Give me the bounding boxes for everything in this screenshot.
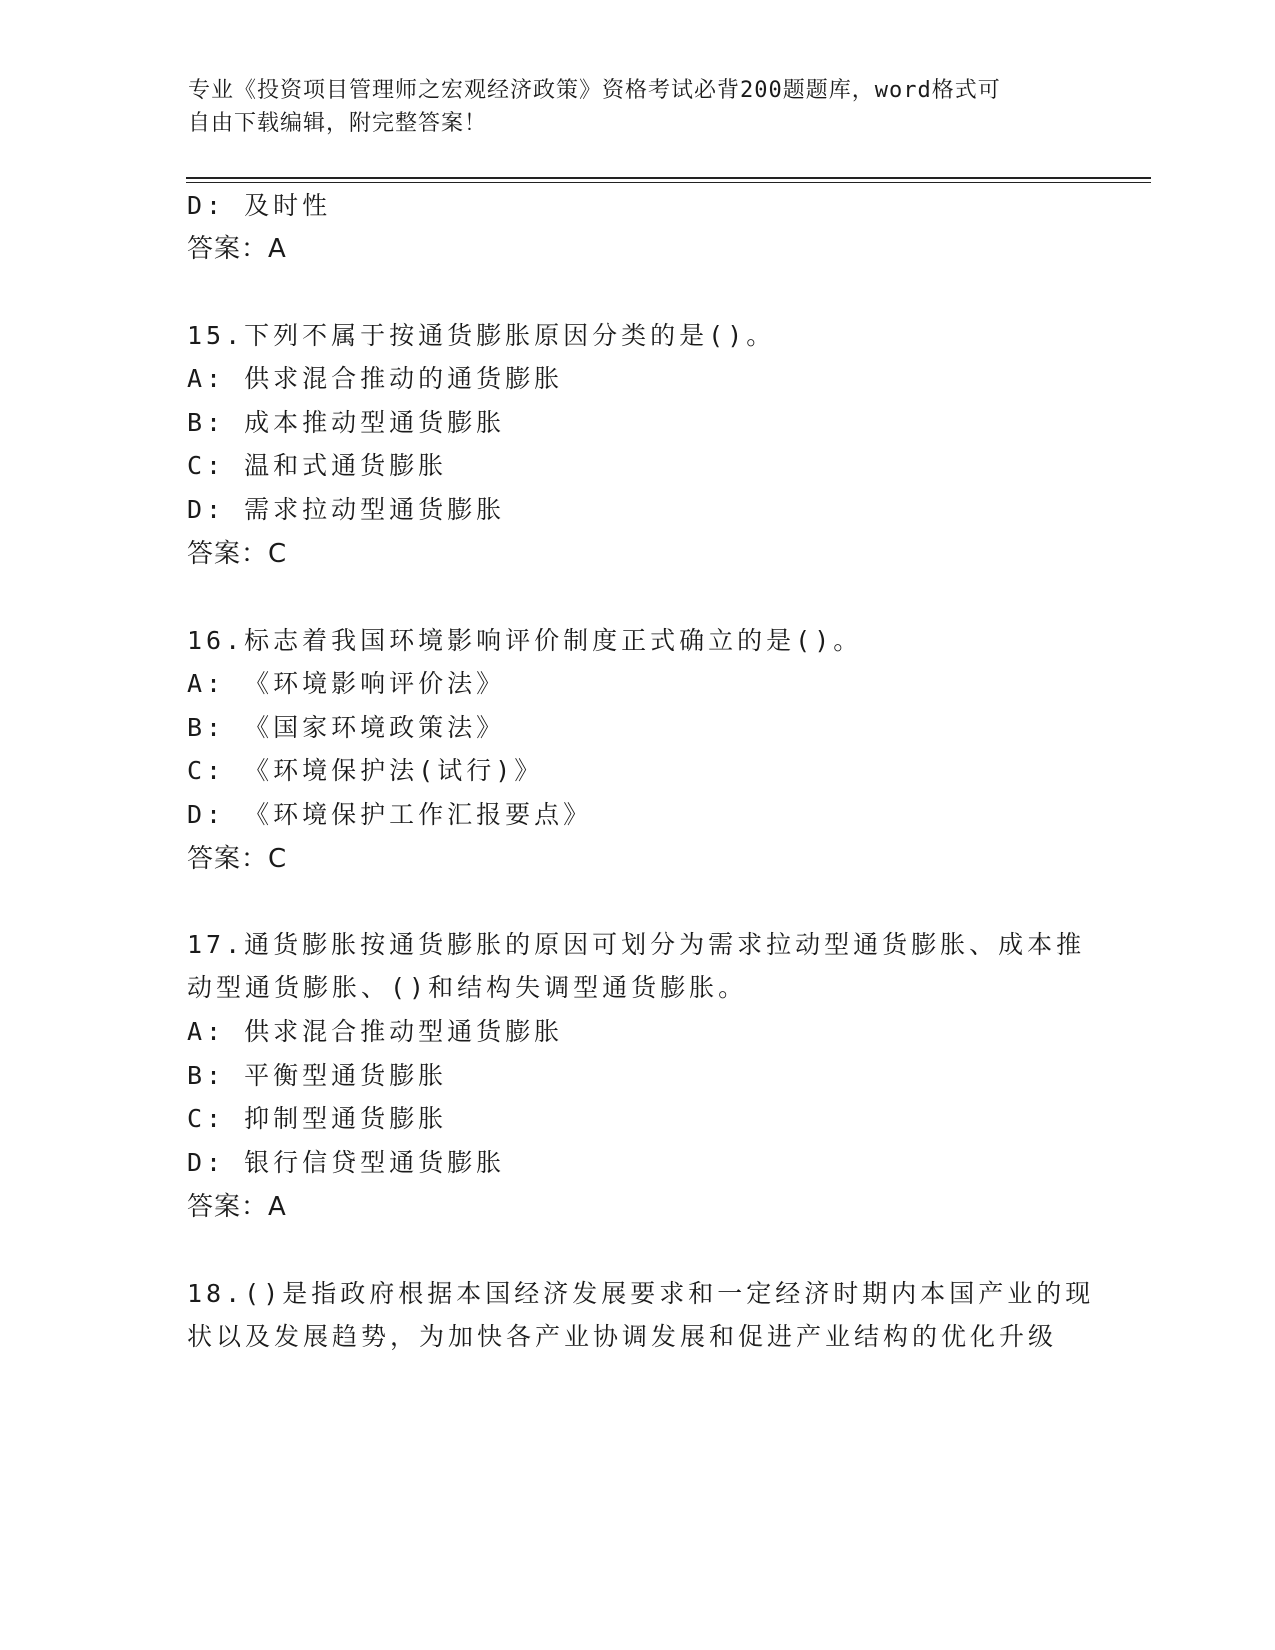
header-line-2: 自由下载编辑，附完整答案！ [188,111,488,136]
answer-line: 答案：A [187,234,287,264]
question-17-answer: 答案：A [187,1192,287,1222]
question-18-stem-line-2: 状以及发展趋势，为加快各产业协调发展和促进产业结构的优化升级 [187,1322,1058,1351]
question-15-option-b: B: 成本推动型通货膨胀 [187,408,506,437]
question-17-stem-line-1: 17.通货膨胀按通货膨胀的原因可划分为需求拉动型通货膨胀、成本推 [187,930,1086,959]
header-divider-thin [186,182,1151,183]
question-17-option-b: B: 平衡型通货膨胀 [187,1061,448,1090]
question-15-option-d: D: 需求拉动型通货膨胀 [187,495,506,524]
question-15-option-a: A: 供求混合推动的通货膨胀 [187,364,564,393]
header-divider-thick [186,177,1151,179]
question-16-option-c: C: 《环境保护法(试行)》 [187,756,544,785]
question-15-stem: 15.下列不属于按通货膨胀原因分类的是()。 [187,321,776,350]
question-16-option-d: D: 《环境保护工作汇报要点》 [187,800,593,829]
question-17-option-d: D: 银行信贷型通货膨胀 [187,1148,506,1177]
question-16-option-b: B: 《国家环境政策法》 [187,713,506,742]
question-15-option-c: C: 温和式通货膨胀 [187,451,448,480]
header-line-1: 专业《投资项目管理师之宏观经济政策》资格考试必背200题题库，word格式可 [188,78,1001,103]
question-16-stem: 16.标志着我国环境影响评价制度正式确立的是()。 [187,626,863,655]
question-15-answer: 答案：C [187,539,288,569]
option-d: D: 及时性 [187,191,332,220]
question-16-answer: 答案：C [187,844,288,874]
question-17-stem-line-2: 动型通货膨胀、()和结构失调型通货膨胀。 [187,973,748,1002]
question-17-option-c: C: 抑制型通货膨胀 [187,1104,448,1133]
document-header [188,74,1068,140]
question-18-stem-line-1: 18.()是指政府根据本国经济发展要求和一定经济时期内本国产业的现 [187,1279,1095,1308]
question-17-option-a: A: 供求混合推动型通货膨胀 [187,1017,564,1046]
question-16-option-a: A: 《环境影响评价法》 [187,669,506,698]
